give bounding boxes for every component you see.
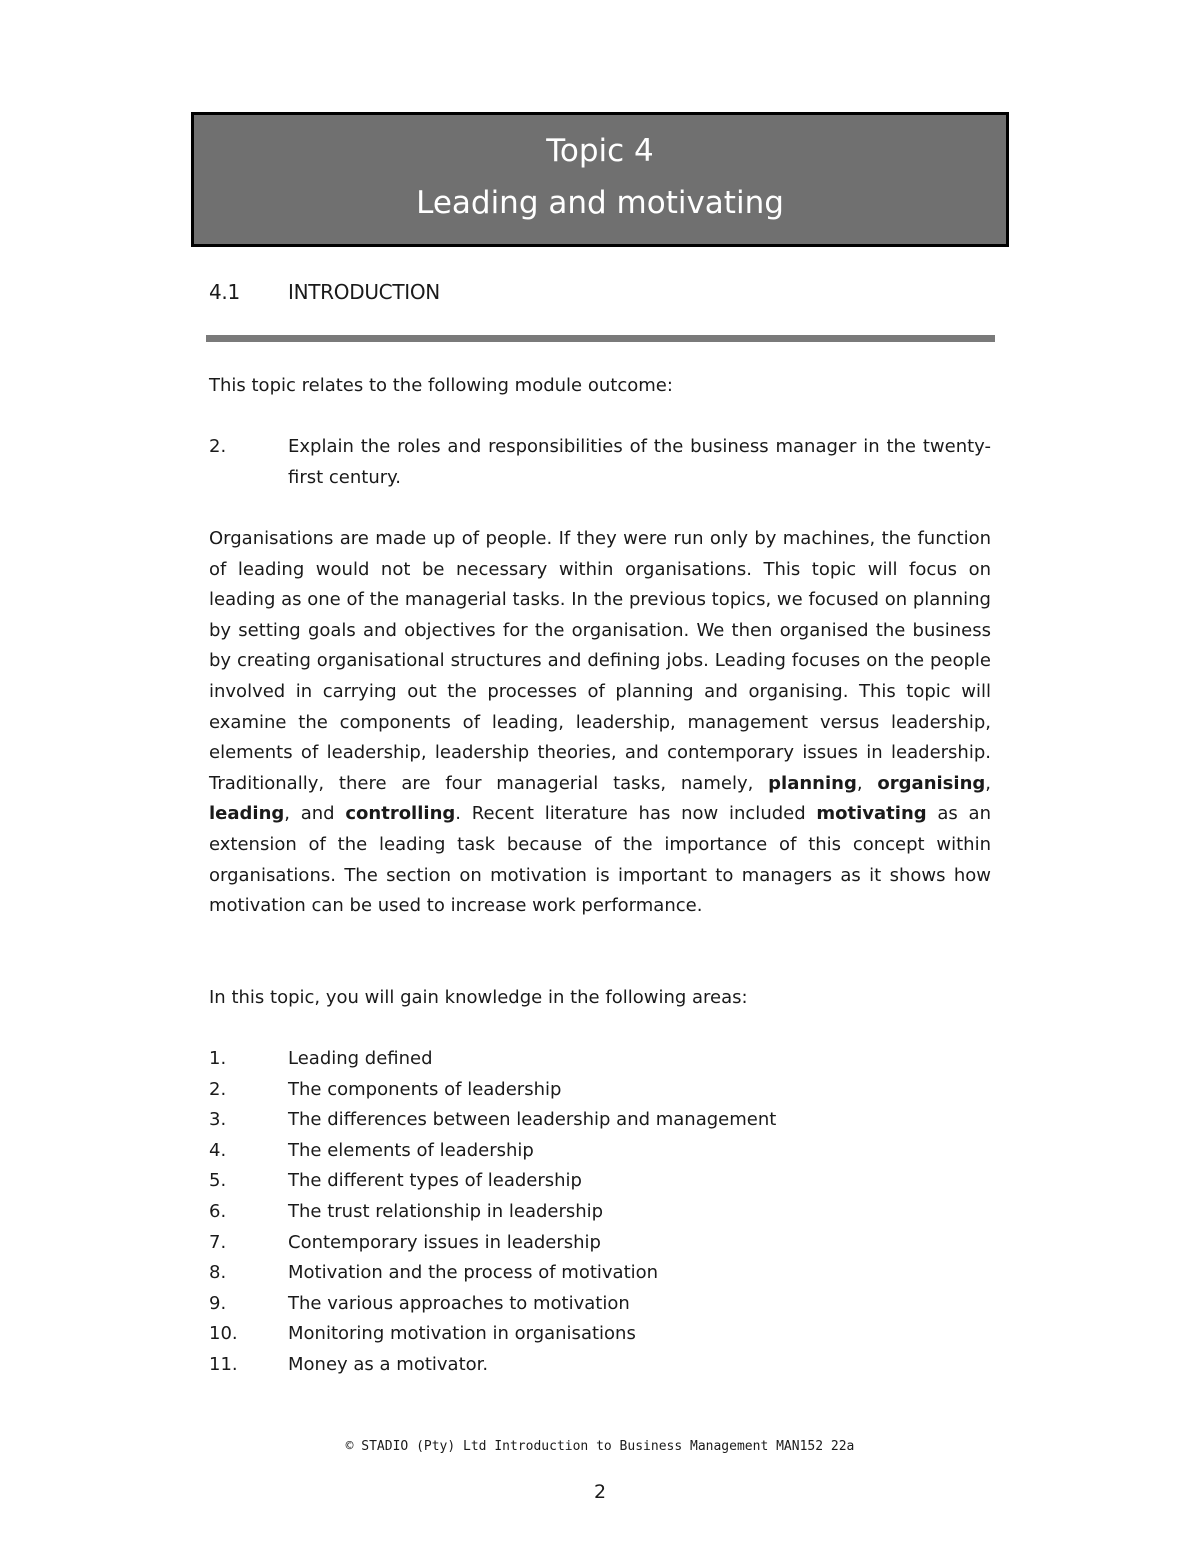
list-item — [209, 1258, 776, 1289]
list-item — [209, 1105, 776, 1136]
list-item-number: 9. — [209, 1292, 227, 1314]
list-item-number: 5. — [209, 1170, 227, 1192]
list-item-text: The components of leadership — [288, 1078, 562, 1100]
term-leading: leading — [209, 803, 285, 825]
term-planning: planning — [768, 772, 857, 794]
list-item-text: The different types of leadership — [288, 1170, 582, 1192]
list-item — [209, 1228, 776, 1259]
list-item-number: 7. — [209, 1231, 227, 1253]
page-number: 2 — [593, 1481, 607, 1503]
section-heading — [209, 278, 440, 306]
paragraph-separator: , — [856, 772, 878, 794]
paragraph-text: as an extension of the leading task because of the importance of this concept within organisations. The section on motivation is important to managers as it shows how motivation can be used to increase work performance. — [209, 803, 991, 917]
list-item — [209, 1136, 776, 1167]
outcome-intro-text: This topic relates to the following module outcome: — [209, 375, 673, 396]
list-item-text: Monitoring motivation in organisations — [288, 1323, 636, 1345]
list-item-number: 1. — [209, 1048, 227, 1069]
list-item-text: Leading defined — [288, 1048, 433, 1069]
list-item — [209, 1197, 776, 1228]
module-outcome — [209, 432, 991, 493]
list-item — [209, 1289, 776, 1320]
paragraph-text: Organisations are made up of people. If they were run only by machines, the function of leading would not be necessary within organisations. This topic will focus on leading as one of the managerial tasks. In the previous topics, we focused on planning by setting goals and objectives for the organisation. We then organised the business by creating organisational structures and defining jobs. Leading focuses on the people involved in carrying out the processes of planning and organising. This topic will examine the components of leading, leadership, management versus leadership, elements of leadership, leadership theories, and contemporary issues in leadership. Traditionally, there are four managerial tasks, namely, — [209, 528, 991, 794]
topic-number: Topic 4 — [546, 133, 654, 169]
list-item-number: 4. — [209, 1139, 227, 1161]
list-item-text: Money as a motivator. — [288, 1353, 489, 1375]
paragraph-text: . Recent literature has now included — [455, 803, 817, 825]
list-item-number: 11. — [209, 1353, 238, 1375]
list-item — [209, 1350, 776, 1381]
list-item-text: Motivation and the process of motivation — [288, 1262, 659, 1284]
copyright-footer: © STADIO (Pty) Ltd Introduction to Business Management MAN152 22a — [345, 1439, 855, 1454]
list-item-number: 6. — [209, 1200, 227, 1222]
list-item-number: 10. — [209, 1323, 238, 1345]
list-item-number: 8. — [209, 1262, 227, 1284]
knowledge-areas-list — [209, 1044, 776, 1381]
term-motivating: motivating — [816, 803, 927, 825]
section-title: INTRODUCTION — [288, 280, 440, 304]
outcome-text: Explain the roles and responsibilities of the business manager in the twenty-first century. — [288, 436, 991, 488]
list-item-text: The elements of leadership — [288, 1139, 534, 1161]
list-item — [209, 1075, 776, 1106]
paragraph-separator: , and — [284, 803, 346, 825]
list-item — [209, 1166, 776, 1197]
topic-title: Leading and motivating — [416, 185, 784, 221]
list-item-text: The differences between leadership and management — [288, 1109, 777, 1131]
term-controlling: controlling — [345, 803, 456, 825]
section-divider — [206, 335, 995, 342]
list-item — [209, 1319, 776, 1350]
list-item-number: 3. — [209, 1109, 227, 1131]
list-item-number: 2. — [209, 1078, 227, 1100]
list-item-text: The various approaches to motivation — [288, 1292, 630, 1314]
section-number: 4.1 — [209, 280, 240, 304]
intro-paragraph — [209, 524, 991, 922]
list-item-text: The trust relationship in leadership — [288, 1200, 604, 1222]
topic-banner — [191, 112, 1009, 247]
list-item-text: Contemporary issues in leadership — [288, 1231, 601, 1253]
paragraph-separator: , — [985, 772, 991, 794]
areas-intro-text: In this topic, you will gain knowledge in the following areas: — [209, 987, 748, 1008]
list-item — [209, 1044, 776, 1075]
term-organising: organising — [877, 772, 986, 794]
outcome-number: 2. — [209, 436, 227, 457]
